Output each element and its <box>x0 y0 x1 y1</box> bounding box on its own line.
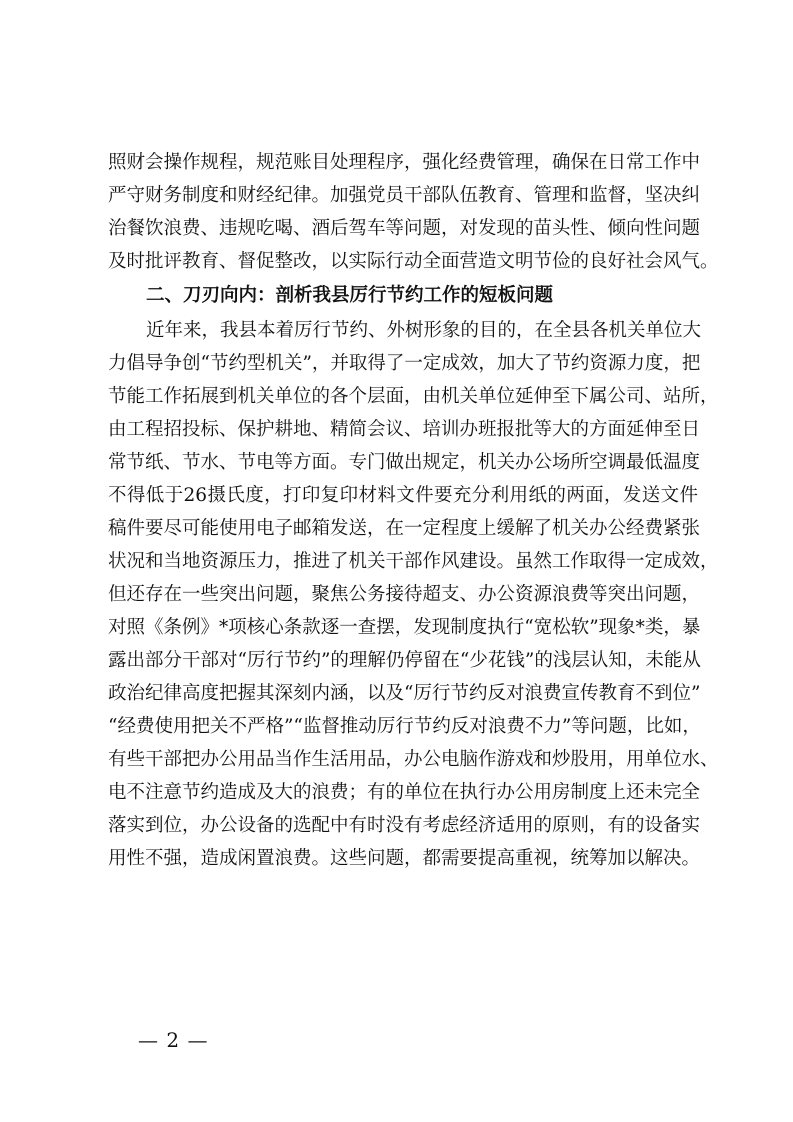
text-line: 近年来，我县本着厉行节约、外树形象的目的，在全县各机关单位大 <box>146 320 702 341</box>
body-text <box>108 146 719 875</box>
text-line: 节能工作拓展到机关单位的各个层面，由机关单位延伸至下属公司、站所， <box>108 386 719 407</box>
text-line: 电不注意节约造成及大的浪费；有的单位在执行办公用房制度上还未完全 <box>108 782 701 803</box>
text-line: 有些干部把办公用品当作生活用品，办公电脑作游戏和炒股用，用单位水、 <box>108 749 719 770</box>
text-line: 治餐饮浪费、违规吃喝、酒后驾车等问题，对发现的苗头性、倾向性问题 <box>108 218 701 239</box>
text-line: 常节纸、节水、节电等方面。专门做出规定，机关办公场所空调最低温度 <box>108 452 701 473</box>
text-line: 不得低于26摄氏度，打印复印材料文件要充分利用纸的两面，发送文件 <box>108 485 698 506</box>
text-line: 由工程招投标、保护耕地、精简会议、培训办班报批等大的方面延伸至日 <box>108 419 701 440</box>
text-line: 政治纪律高度把握其深刻内涵，以及“厉行节约反对浪费宣传教育不到位” <box>108 683 701 704</box>
text-line: 力倡导争创“节约型机关”，并取得了一定成效，加大了节约资源力度，把 <box>108 353 701 374</box>
text-line: “经费使用把关不严格”“监督推动厉行节约反对浪费不力”等问题，比如， <box>108 716 701 737</box>
text-line: 对照《条例》*项核心条款逐一查摆，发现制度执行“宽松软”现象*类，暴 <box>108 617 701 638</box>
section-heading: 二、刀刃向内：剖析我县厉行节约工作的短板问题 <box>146 285 554 306</box>
text-line: 及时批评教育、督促整改，以实际行动全面营造文明节俭的良好社会风气。 <box>108 251 719 272</box>
text-line: 照财会操作规程，规范账目处理程序，强化经费管理，确保在日常工作中 <box>108 152 701 173</box>
text-line: 状况和当地资源压力，推进了机关干部作风建设。虽然工作取得一定成效， <box>108 551 719 572</box>
text-line: 严守财务制度和财经纪律。加强党员干部队伍教育、管理和监督，坚决纠 <box>108 185 701 206</box>
text-line: 但还存在一些突出问题，聚焦公务接待超支、办公资源浪费等突出问题， <box>108 584 701 605</box>
page-number: — 2 — <box>138 1028 209 1052</box>
text-line: 用性不强，造成闲置浪费。这些问题，都需要提高重视，统筹加以解决。 <box>108 848 701 869</box>
text-line: 露出部分干部对“厉行节约”的理解仍停留在“少花钱”的浅层认知，未能从 <box>108 650 701 671</box>
text-line: 落实到位，办公设备的选配中有时没有考虑经济适用的原则，有的设备实 <box>108 815 701 836</box>
text-line: 稿件要尽可能使用电子邮箱发送，在一定程度上缓解了机关办公经费紧张 <box>108 518 701 539</box>
